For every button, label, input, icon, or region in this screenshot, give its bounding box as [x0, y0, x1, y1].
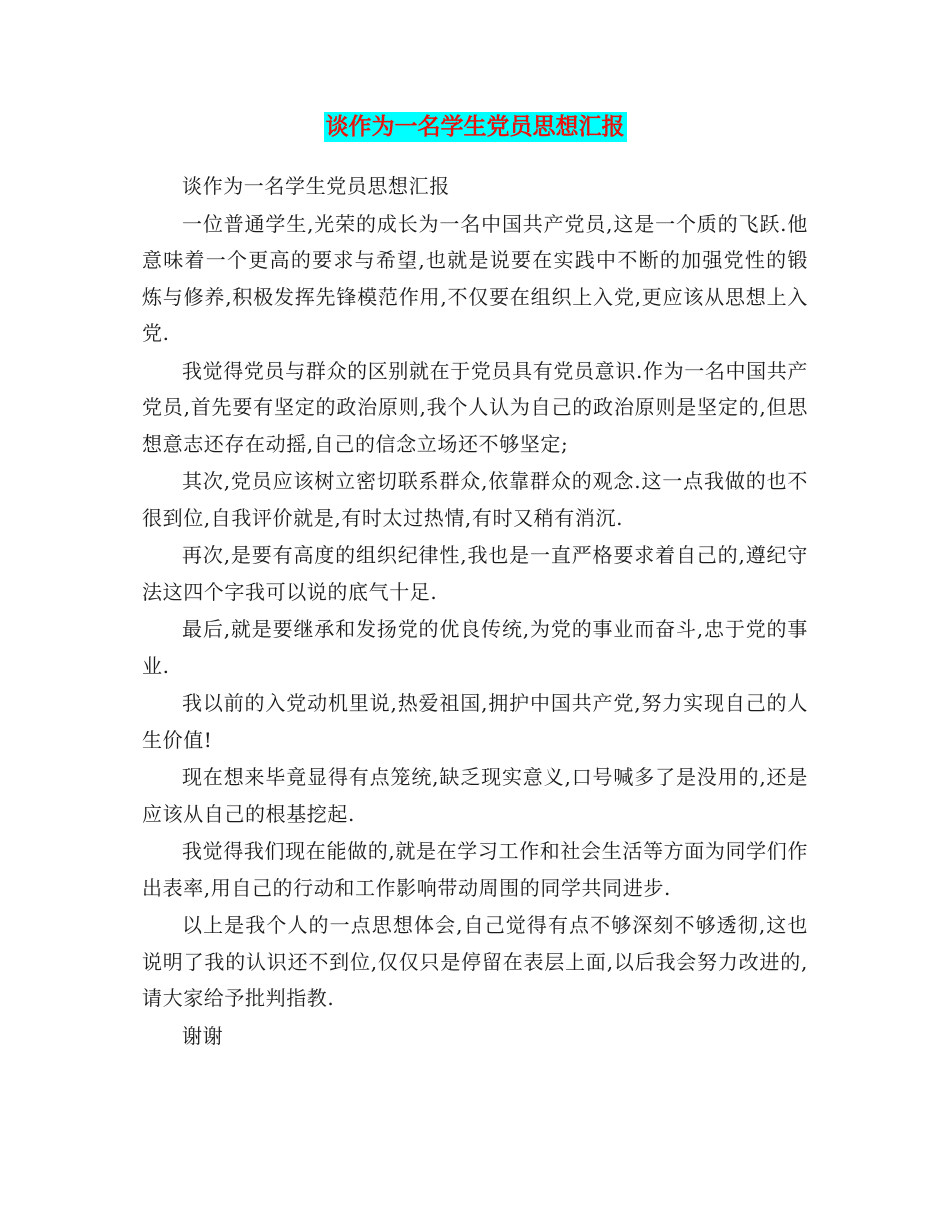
paragraph: 我觉得党员与群众的区别就在于党员具有党员意识.作为一名中国共产党员,首先要有坚定的政治原则,我个人认为自己的政治原则是坚定的,但思想意志还存在动摇,自己的信念立场还不够坚定;	[142, 358, 808, 456]
paragraph: 再次,是要有高度的组织纪律性,我也是一直严格要求着自己的,遵纪守法这四个字我可以说的底气十足.	[142, 543, 808, 604]
document-body	[142, 168, 808, 1055]
document-title: 谈作为一名学生党员思想汇报	[325, 114, 625, 140]
paragraph-heading: 谈作为一名学生党员思想汇报	[182, 174, 450, 198]
paragraph: 我觉得我们现在能做的,就是在学习工作和社会生活等方面为同学们作出表率,用自己的行动和工作影响带动周围的同学共同进步.	[142, 839, 808, 900]
paragraph-closing: 谢谢	[182, 1023, 224, 1048]
paragraph: 一位普通学生,光荣的成长为一名中国共产党员,这是一个质的飞跃.他意味着一个更高的要求与希望,也就是说要在实践中不断的加强党性的锻炼与修养,积极发挥先锋模范作用,不仅要在组织上入党,更应该从思想上入党.	[142, 211, 808, 345]
paragraph: 我以前的入党动机里说,热爱祖国,拥护中国共产党,努力实现自己的人生价值!	[142, 691, 808, 752]
paragraph: 现在想来毕竟显得有点笼统,缺乏现实意义,口号喊多了是没用的,还是应该从自己的根基挖起.	[142, 765, 808, 826]
paragraph: 其次,党员应该树立密切联系群众,依靠群众的观念.这一点我做的也不很到位,自我评价就是,有时太过热情,有时又稍有消沉.	[142, 469, 808, 530]
paragraph: 以上是我个人的一点思想体会,自己觉得有点不够深刻不够透彻,这也说明了我的认识还不到位,仅仅只是停留在表层上面,以后我会努力改进的,请大家给予批判指教.	[142, 913, 808, 1010]
paragraph: 最后,就是要继承和发扬党的优良传统,为党的事业而奋斗,忠于党的事业.	[142, 617, 808, 678]
title-container	[0, 112, 950, 142]
